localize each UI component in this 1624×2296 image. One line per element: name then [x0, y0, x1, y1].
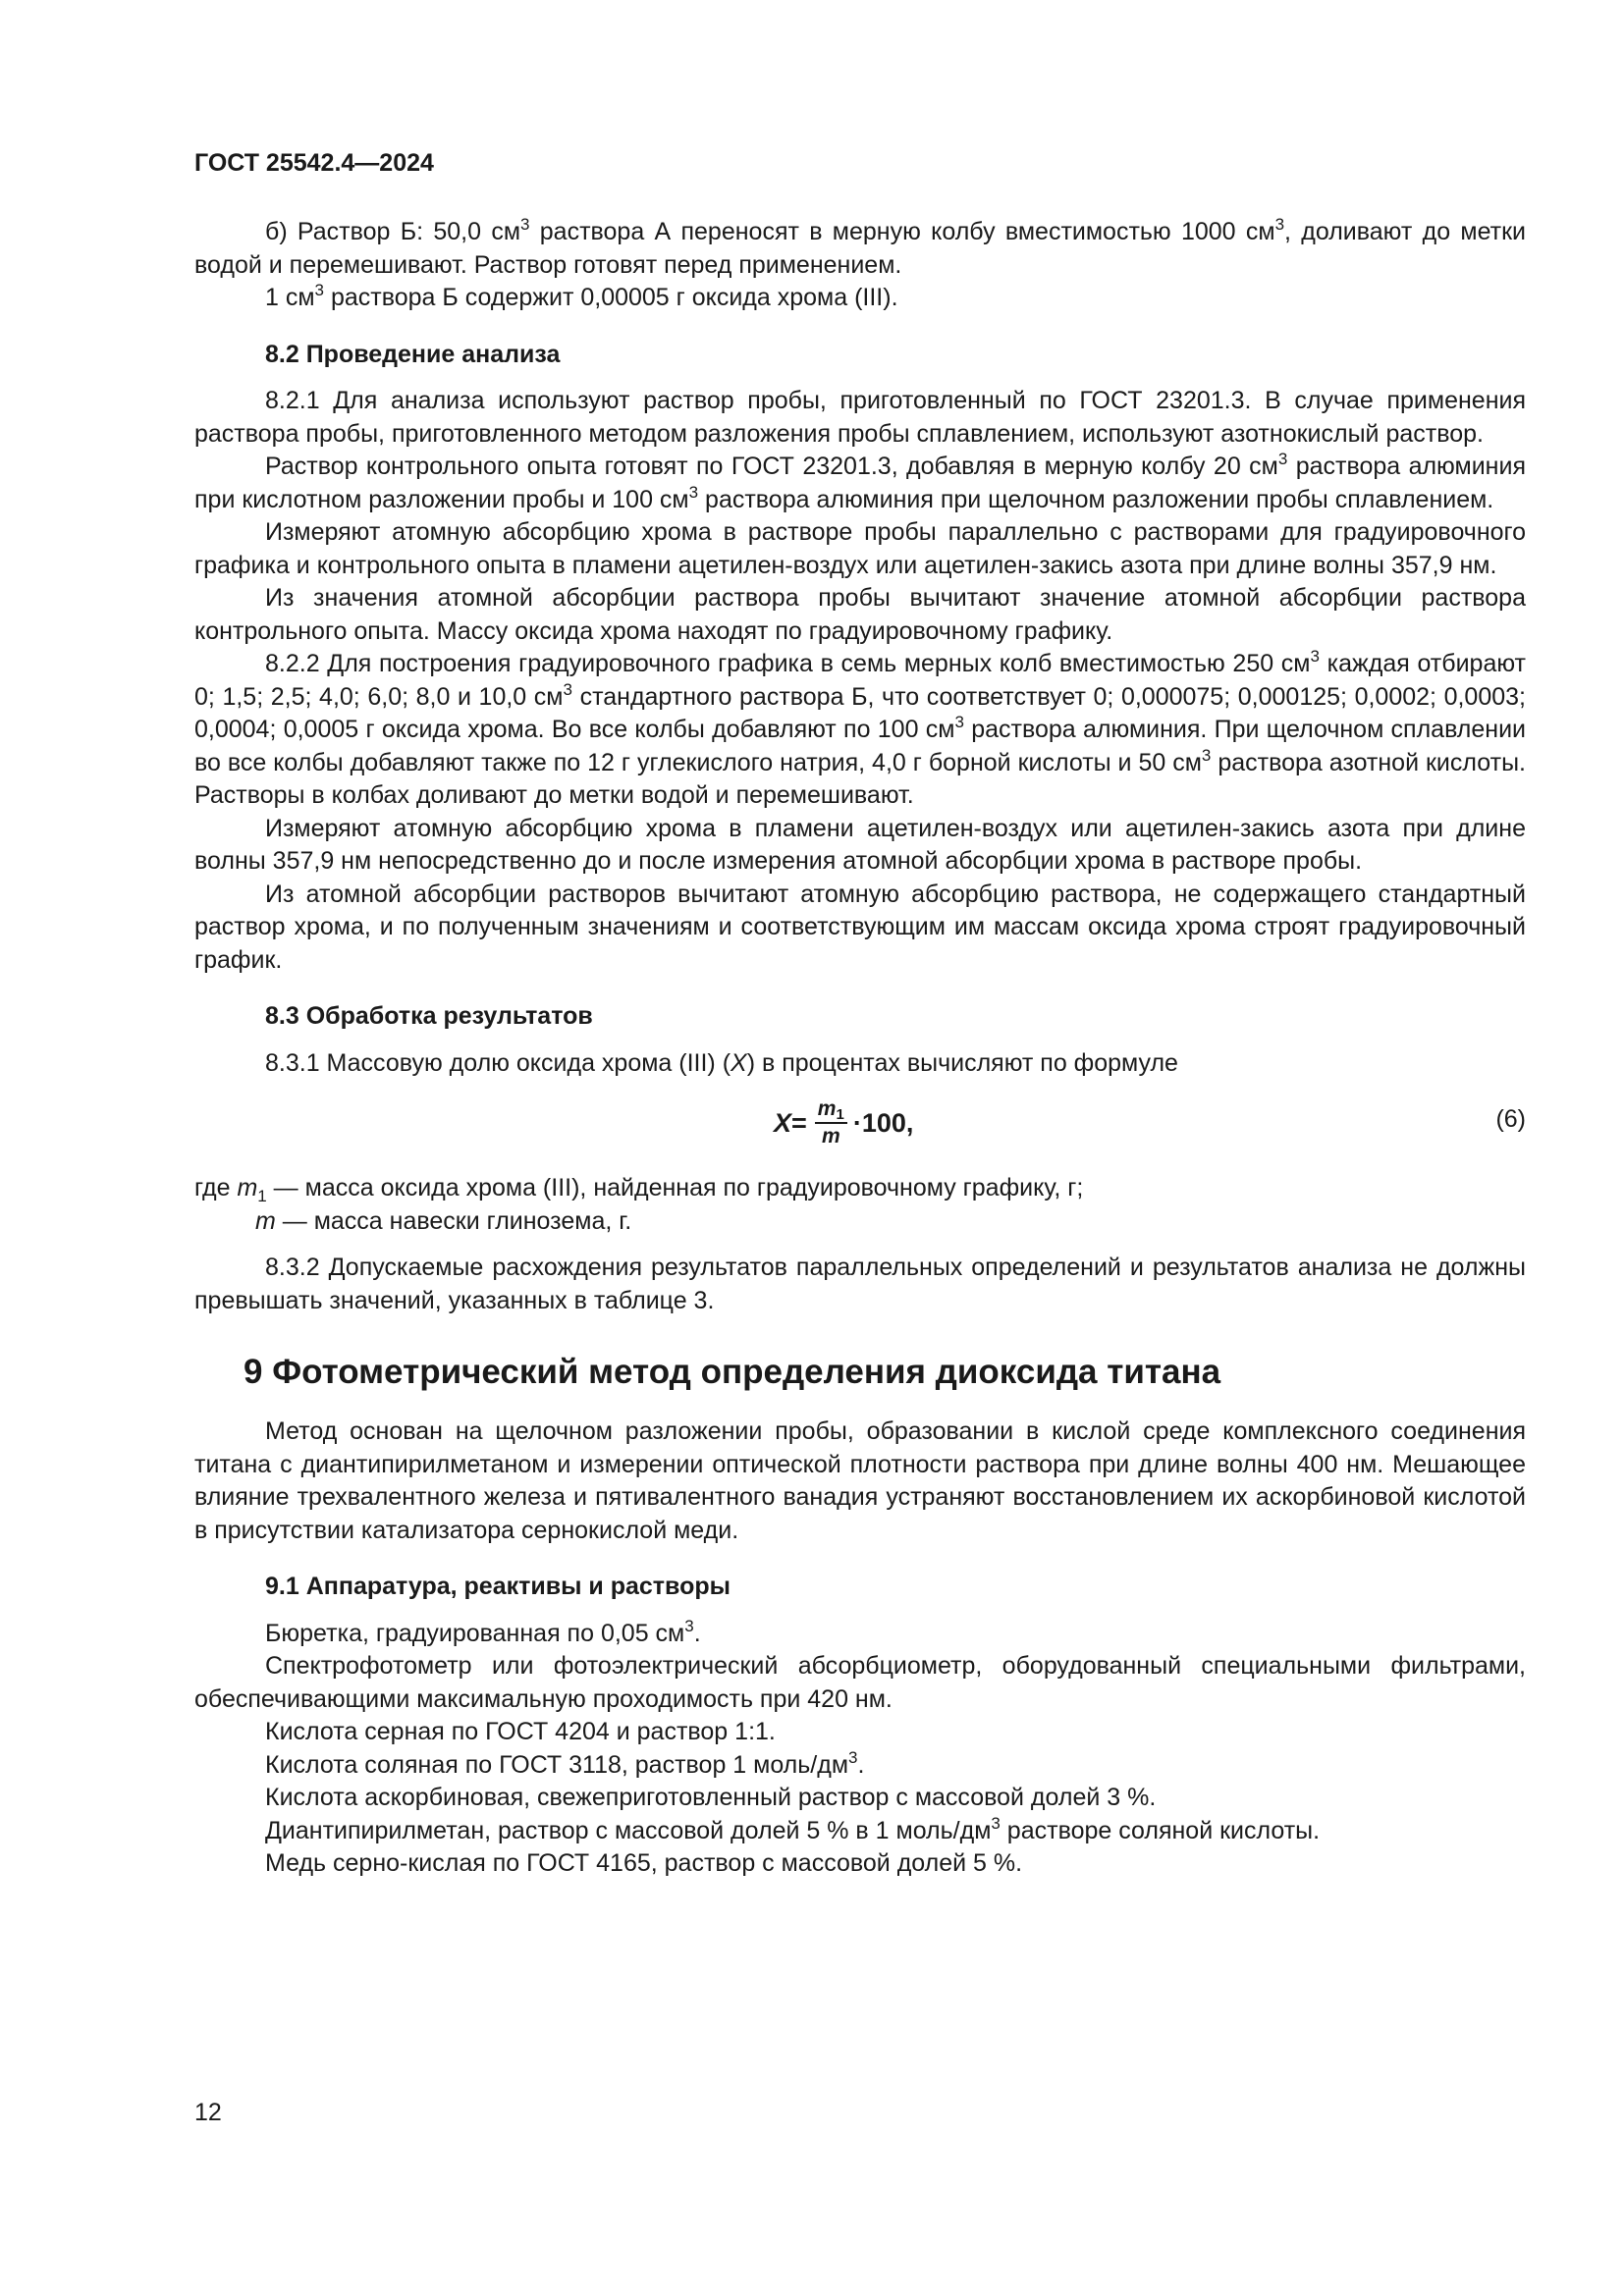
paragraph-build-graph: Из атомной абсорбции растворов вычитают атомную абсорбцию раствора, не содержащего стандартный раствор хрома, и по полученным значениям и соответствующим им массам оксида хрома строят градуировочный график. — [194, 880, 1526, 974]
paragraph-8-2-2: 8.2.2 Для построения градуировочного графика в семь мерных колб вместимостью 250 $см^3$ каждая отбирают 0; 1,5; 2,5; 4,0; 6,0; 8,0 и 10,0 $см^3$ стандартного раствора Б, что соответствует 0; 0,000075; 0,000125; 0,0002; 0,0003; 0,0004; 0,0005 г оксида хрома. Во все колбы добавляют по 100 $см^3$ раствора алюминия. При щелочном сплавлении во все колбы добавляют также по 12 г углекислого натрия, 4,0 г борной кислоты и 50 $см^3$ раствора азотной кислоты. Растворы в колбах доливают до метки водой и перемешивают. — [194, 647, 1527, 809]
formula-fraction — [815, 1097, 847, 1148]
list-item: Медь серно-кислая по ГОСТ 4165, раствор с массовой долей 5 %. — [265, 1849, 1023, 1877]
page-body — [194, 147, 1526, 1881]
formula-number: (6) — [1495, 1105, 1526, 1133]
paragraph-control-solution: Раствор контрольного опыта готовят по ГОСТ 23201.3, добавляя в мерную колбу 20 $см^3$ раствора алюминия при кислотном разложении пробы и 100 $см^3$ раствора алюминия при щелочном разложении пробы сплавлением. — [194, 450, 1526, 513]
paragraph-8-3-1: 8.3.1 Массовую долю оксида хрома (III) (X) в процентах вычисляют по формуле — [265, 1048, 1178, 1077]
page-number: 12 — [194, 2099, 222, 2126]
definition-m: m — масса навески глинозема, г. — [255, 1206, 632, 1235]
list-item: Кислота соляная по ГОСТ 3118, раствор 1 моль/$дм^3$. — [265, 1747, 865, 1779]
section-9-heading: 9 Фотометрический метод определения диоксида титана — [244, 1353, 1221, 1391]
paragraph-8-3-2: 8.3.2 Допускаемые расхождения результатов параллельных определений и результатов анализа не должны превышать значений, указанных в таблице 3. — [194, 1254, 1526, 1314]
section-8-3-heading: 8.3 Обработка результатов — [265, 1002, 593, 1030]
paragraph-measure-absorption: Измеряют атомную абсорбцию хрома в растворе пробы параллельно с растворами для градуировочного графика и контрольного опыта в пламени ацетилен-воздух или ацетилен-закись азота при длине волны 357,9 нм. — [194, 518, 1526, 579]
equipment-list — [194, 1618, 1526, 1881]
paragraph-9-intro: Метод основан на щелочном разложении пробы, образовании в кислой среде комплексного соединения титана с диантипирилметаном и измерении оптической плотности раствора при длине волны 400 нм. Мешающее влияние трехвалентного железа и пятивалентного ванадия устраняют восстановлением их аскорбиновой кислотой в присутствии катализатора сернокислой меди. — [194, 1417, 1526, 1544]
solution-b-paragraph: б) Раствор Б: 50,0 $см^3$ раствора А переносят в мерную колбу вместимостью 1000 $см^3$, доливают до метки водой и перемешивают. Раствор готовят перед применением. — [194, 215, 1526, 279]
list-item: Диантипирилметан, раствор с массовой долей 5 % в 1 моль/$дм^3$ растворе соляной кислоты. — [265, 1813, 1321, 1844]
list-item: Бюретка, градуированная по 0,05 $см^3$. — [265, 1616, 701, 1647]
formula-rhs: ·100, — [852, 1107, 914, 1138]
section-9-1-heading: 9.1 Аппаратура, реактивы и растворы — [265, 1573, 731, 1600]
document-header: ГОСТ 25542.4—2024 — [194, 149, 434, 177]
list-item: Спектрофотометр или фотоэлектрический абсорбциометр, оборудованный специальными фильтрами, обеспечивающими максимальную проходимость при 420 нм. — [194, 1652, 1526, 1713]
section-8-2-heading: 8.2 Проведение анализа — [265, 340, 561, 368]
formula-lhs: X — [774, 1107, 792, 1138]
formula-equals: = — [791, 1107, 807, 1138]
formula-expression — [774, 1086, 913, 1160]
paragraph-measure-flame: Измеряют атомную абсорбцию хрома в пламени ацетилен-воздух или ацетилен-закись азота при длине волны 357,9 нм непосредственно до и после измерения атомной абсорбции хрома в растворе пробы. — [194, 814, 1526, 875]
definition-m1: где $m_1$ — масса оксида хрома (III), найденная по градуировочному графику, г; — [194, 1174, 1084, 1205]
paragraph-8-2-1: 8.2.1 Для анализа используют раствор пробы, приготовленный по ГОСТ 23201.3. В случае применения раствора пробы, приготовленного методом разложения пробы сплавлением, используют азотнокислый раствор. — [194, 387, 1526, 448]
list-item: Кислота серная по ГОСТ 4204 и раствор 1:1. — [265, 1718, 776, 1745]
solution-b-content: 1 $см^3$ раствора Б содержит 0,00005 г оксида хрома (III). — [265, 281, 898, 311]
formula-numerator: $m_1$ — [815, 1097, 847, 1124]
paragraph-subtract-absorption: Из значения атомной абсорбции раствора пробы вычитают значение атомной абсорбции раствора контрольного опыта. Массу оксида хрома находят по градуировочному графику. — [194, 584, 1526, 645]
formula-denominator: m — [821, 1125, 840, 1148]
formula-6 — [194, 1086, 1526, 1160]
list-item: Кислота аскорбиновая, свежеприготовленный раствор с массовой долей 3 %. — [265, 1784, 1157, 1811]
